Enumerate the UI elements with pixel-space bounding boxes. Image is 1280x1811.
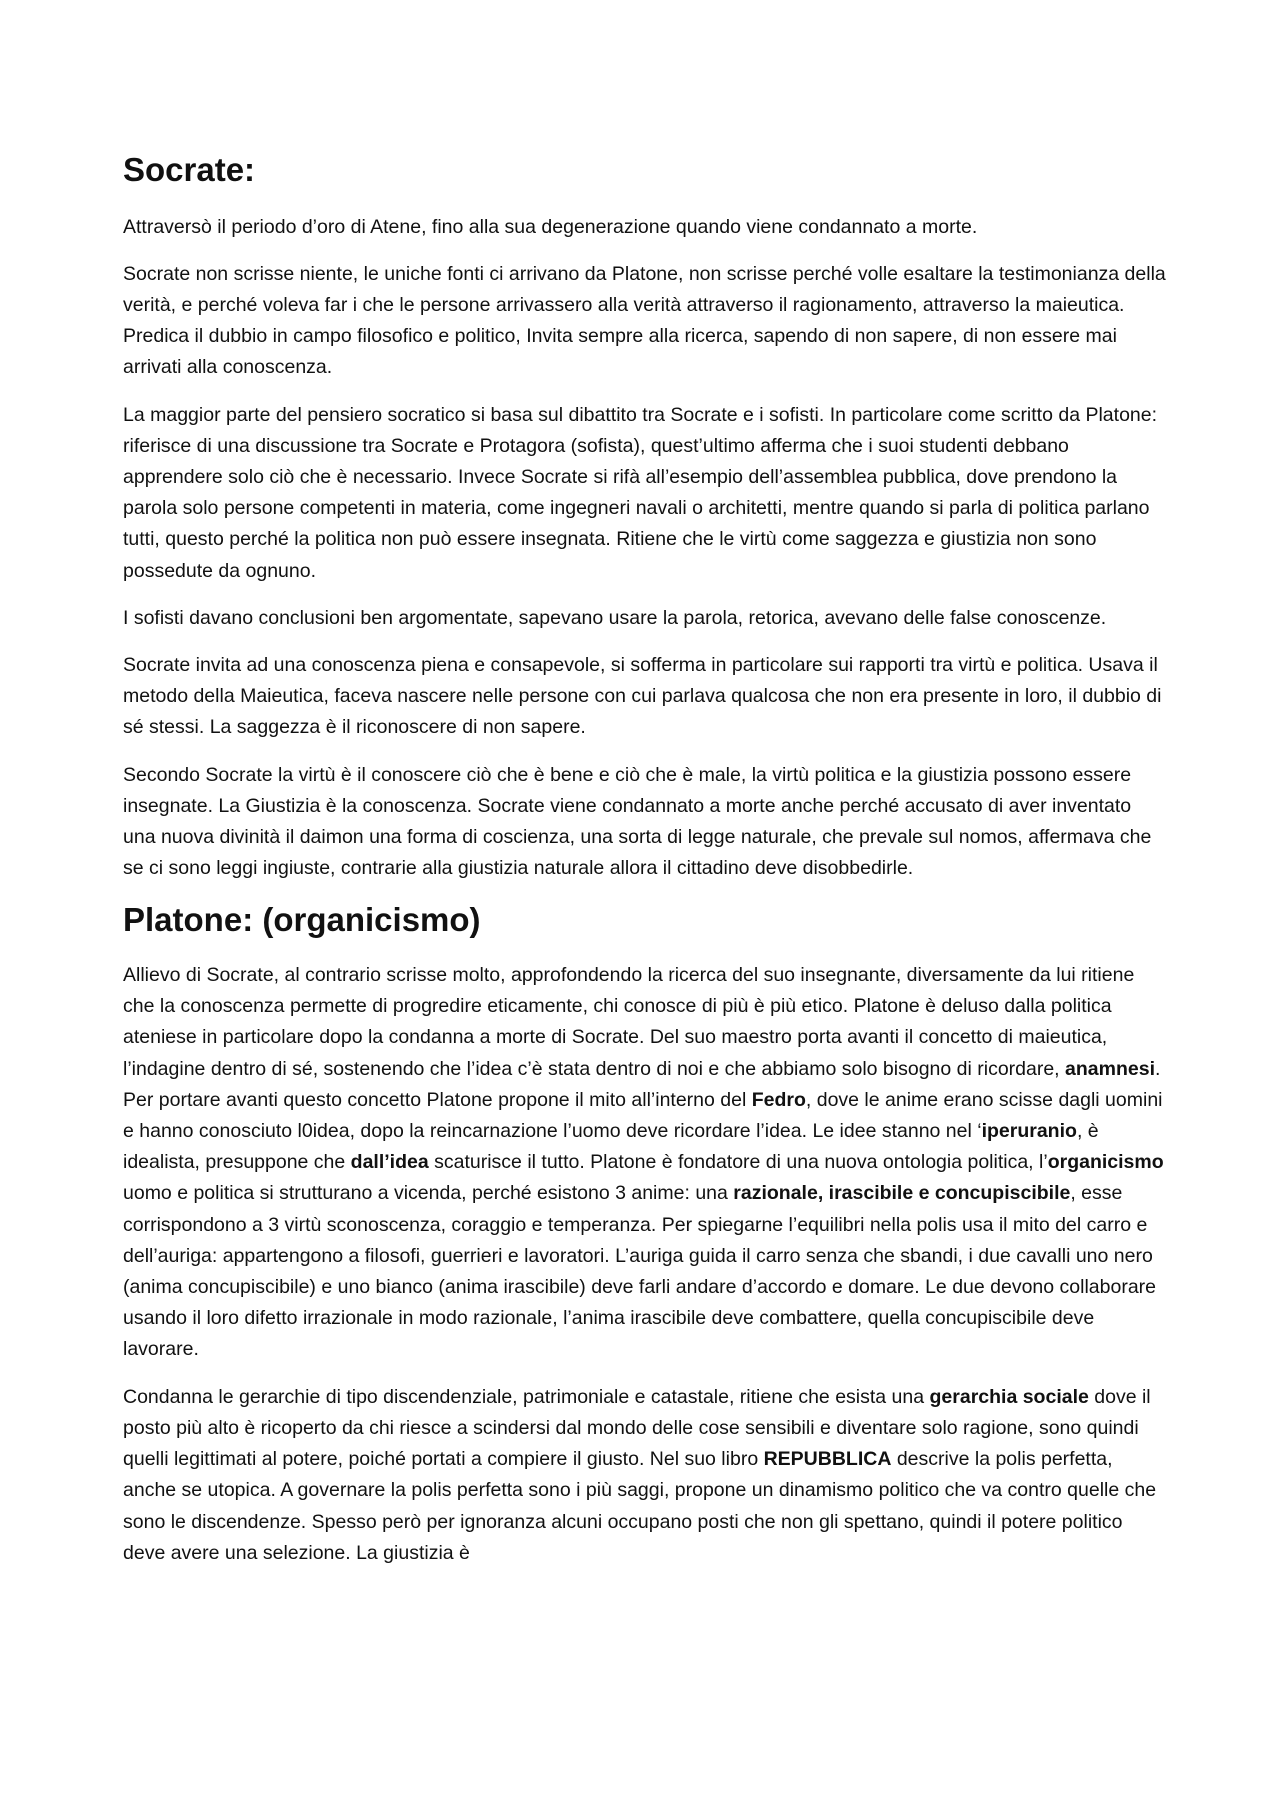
text-run: , è idealista, presuppone che bbox=[123, 1120, 1099, 1174]
text-run: . Per portare avanti questo concetto Platone propone il mito all’interno del bbox=[123, 1057, 1161, 1111]
text-run: , esse corrispondono a 3 virtù sconoscenza, coraggio e temperanza. Per spiegarne l’equilibri nella polis usa il mito del carro e dell’auriga: appartengono a filosofi, guerrieri e lavoratori. L’auriga guida il carro senza che sbandi, i due cavalli uno nero (anima concupiscibile) e uno bianco (anima irascibile) deve farli andare d’accordo e domare. Le due devono collaborare usando il loro difetto irrazionale in modo razionale, l’anima irascibile deve combattere, quella concupiscibile deve lavorare. bbox=[123, 1182, 1157, 1361]
paragraph: La maggior parte del pensiero socratico si basa sul dibattito tra Socrate e i sofisti. In particolare come scritto da Platone: riferisce di una discussione tra Socrate e Protagora (sofista), quest’ultimo afferma che i suoi studenti debbano apprendere solo ciò che è necessario. Invece Socrate si rifà all’esempio dell’assemblea pubblica, dove prendono la parola solo persone competenti in materia, come ingegneri navali o architetti, mentre quando si parla di politica parlano tutti, questo perché la politica non può essere insegnata. Ritiene che le virtù come saggezza e giustizia non sono possedute da ognuno. bbox=[123, 403, 1158, 582]
heading-socrate: Socrate: bbox=[123, 151, 256, 188]
bold-term: REPUBBLICA bbox=[763, 1448, 892, 1471]
paragraph bbox=[123, 960, 1168, 1366]
text-run: , dove le anime erano scisse dagli uomini e hanno conosciuto l0idea, dopo la reincarnazione l’uomo deve ricordare l’idea. Le idee stanno nel ‘ bbox=[123, 1088, 1163, 1143]
bold-term: Fedro bbox=[751, 1088, 806, 1111]
document-page bbox=[123, 150, 1168, 1585]
text-run: Condanna le gerarchie di tipo discendenziale, patrimoniale e catastale, ritiene che esista una bbox=[123, 1385, 930, 1408]
paragraph bbox=[123, 1382, 1168, 1569]
paragraph: Attraversò il periodo d’oro di Atene, fino alla sua degenerazione quando viene condannato a morte. bbox=[123, 215, 978, 238]
bold-term: organicismo bbox=[1047, 1151, 1164, 1174]
bold-term: anamnesi bbox=[1065, 1057, 1155, 1080]
text-run: uomo e politica si strutturano a vicenda, perché esistono 3 anime: una bbox=[123, 1182, 734, 1205]
heading-platone: Platone: (organicismo) bbox=[123, 901, 481, 939]
paragraph: Secondo Socrate la virtù è il conoscere ciò che è bene e ciò che è male, la virtù politica e la giustizia possono essere insegnate. La Giustizia è la conoscenza. Socrate viene condannato a morte anche perché accusato di aver inventato una nuova divinità il daimon una forma di coscienza, una sorta di legge naturale, che prevale sul nomos, affermava che se ci sono leggi ingiuste, contrarie alla giustizia naturale allora il cittadino deve disobbedirle. bbox=[123, 763, 1152, 880]
text-run: descrive la polis perfetta, anche se utopica. A governare la polis perfetta sono i più saggi, propone un dinamismo politico che va contro quelle che sono le discendenze. Spesso però per ignoranza alcuni occupano posti che non gli spettano, quindi il potere politico deve avere una selezione. La giustizia è bbox=[123, 1448, 1157, 1564]
paragraph: Socrate non scrisse niente, le uniche fonti ci arrivano da Platone, non scrisse perché volle esaltare la testimonianza della verità, e perché voleva far i che le persone arrivassero alla verità attraverso il ragionamento, attraverso la maieutica. Predica il dubbio in campo filosofico e politico, Invita sempre alla ricerca, sapendo di non sapere, di non essere mai arrivati alla conoscenza. bbox=[123, 262, 1166, 379]
bold-term: dall’idea bbox=[350, 1151, 429, 1174]
bold-term: iperuranio bbox=[981, 1120, 1077, 1143]
text-run: scaturisce il tutto. Platone è fondatore di una nuova ontologia politica, l’ bbox=[428, 1151, 1048, 1174]
bold-term: razionale, irascibile e concupiscibile bbox=[733, 1182, 1071, 1205]
text-run: Allievo di Socrate, al contrario scrisse molto, approfondendo la ricerca del suo insegnante, diversamente da lui ritiene che la conoscenza permette di progredire eticamente, chi conosce di più è più etico. Platone è deluso dalla politica ateniese in particolare dopo la condanna a morte di Socrate. Del suo maestro porta avanti il concetto di maieutica, l’indagine dentro di sé, sostenendo che l’idea c’è stata dentro di noi e che abbiamo solo bisogno di ricordare, bbox=[123, 964, 1135, 1080]
text-run: dove il posto più alto è ricoperto da chi riesce a scindersi dal mondo delle cose sensibili e diventare solo ragione, sono quindi quelli legittimati al potere, poiché portati a compiere il giusto. Nel suo libro bbox=[123, 1385, 1151, 1471]
paragraph: Socrate invita ad una conoscenza piena e consapevole, si sofferma in particolare sui rapporti tra virtù e politica. Usava il metodo della Maieutica, faceva nascere nelle persone con cui parlava qualcosa che non era presente in loro, il dubbio di sé stessi. La saggezza è il riconoscere di non sapere. bbox=[123, 654, 1162, 739]
paragraph: I sofisti davano conclusioni ben argomentate, sapevano usare la parola, retorica, avevano delle false conoscenze. bbox=[123, 606, 1107, 629]
bold-term: gerarchia sociale bbox=[929, 1385, 1089, 1408]
